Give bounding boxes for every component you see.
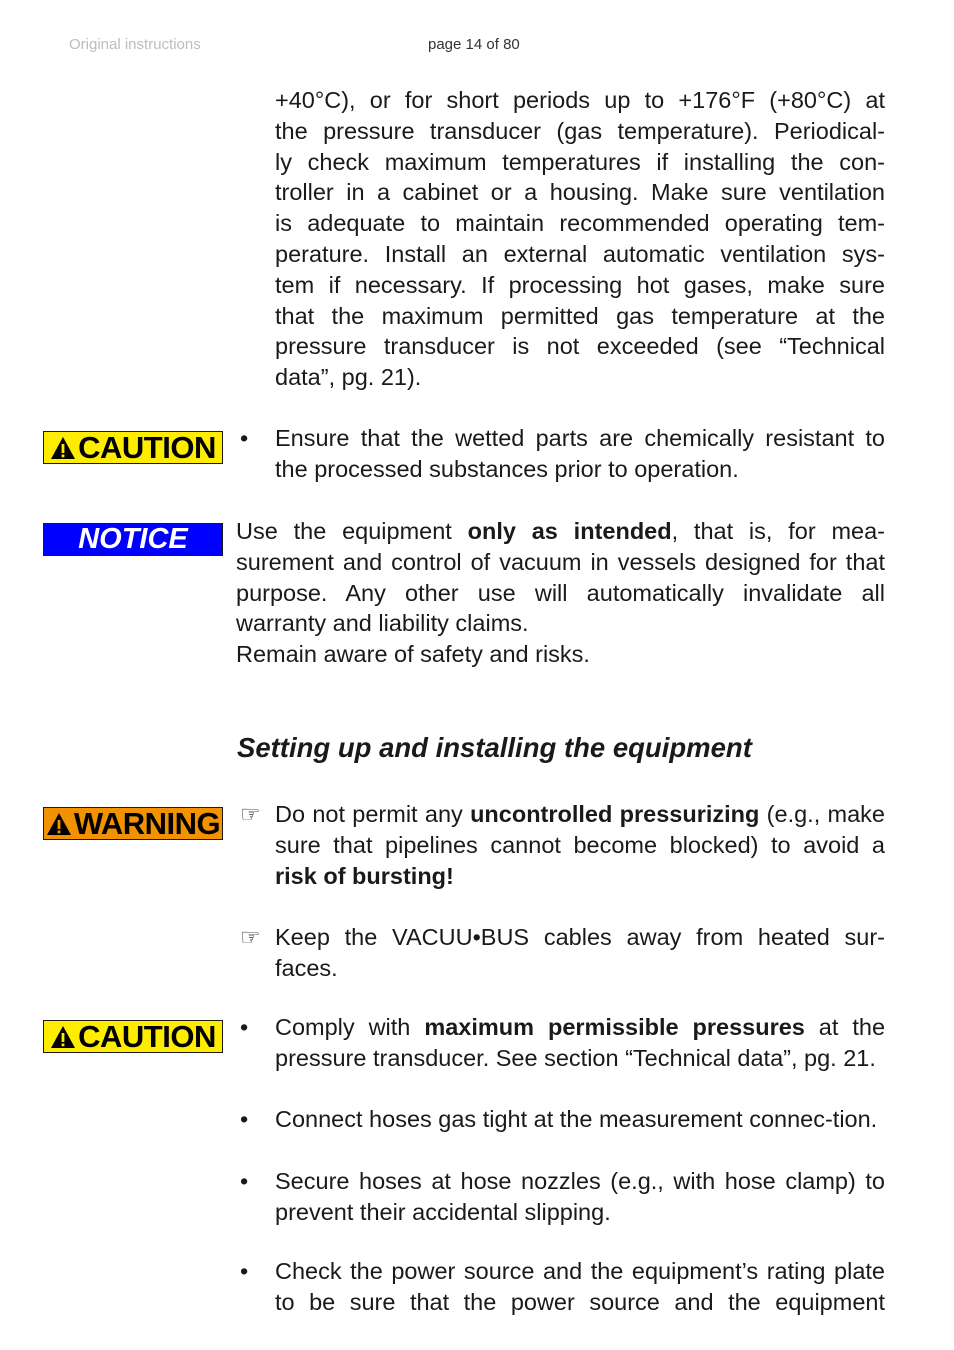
warning-label bbox=[43, 807, 223, 840]
caution-label bbox=[43, 1020, 223, 1053]
temperature-paragraph-line: perature. Install an external automatic ventilation sys- bbox=[275, 240, 885, 267]
warning-triangle-icon bbox=[50, 436, 76, 460]
header-document-type: Original instructions bbox=[69, 36, 201, 53]
bullet-icon: • bbox=[240, 1168, 249, 1194]
intended-use-text bbox=[236, 516, 885, 639]
temperature-paragraph-line: troller in a cabinet or a housing. Make sure ventilation bbox=[275, 179, 885, 206]
temperature-paragraph-line: pressure transducer is not exceeded (see “Technical bbox=[275, 333, 885, 360]
pressurizing-warning-middle: (e.g., make sure that pipelines cannot become blocked) to avoid a bbox=[275, 801, 885, 858]
temperature-paragraph-line: the pressure transducer (gas temperature). Periodical- bbox=[275, 117, 885, 144]
hose-connection-text: Connect hoses gas tight at the measurement connec-tion. bbox=[275, 1106, 878, 1132]
temperature-paragraph-line: +40°C), or for short periods up to +176°F (+80°C) at bbox=[275, 87, 885, 113]
pressurizing-warning-lead: Do not permit any bbox=[275, 801, 471, 827]
bullet-icon: • bbox=[240, 1258, 249, 1284]
bullet-icon: • bbox=[240, 1014, 249, 1040]
vacuubus-cables-text: Keep the VACUU•BUS cables away from heated sur-faces. bbox=[275, 924, 885, 981]
bullet-icon: • bbox=[240, 1106, 249, 1132]
pressurizing-warning-text bbox=[275, 799, 885, 891]
temperature-paragraph-line: that the maximum permitted gas temperature at the bbox=[275, 302, 885, 329]
caution-label-text: CAUTION bbox=[78, 1019, 216, 1054]
section-heading: Setting up and installing the equipment bbox=[237, 732, 752, 763]
temperature-paragraph bbox=[275, 85, 885, 393]
max-pressure-emphasis: maximum permissible pressures bbox=[424, 1014, 805, 1040]
max-pressure-text bbox=[275, 1012, 885, 1074]
temperature-paragraph-line: data”, pg. 21). bbox=[275, 364, 422, 391]
max-pressure-rest: at the pressure transducer. See section “Technical data”, pg. 21. bbox=[275, 1014, 886, 1071]
bursting-risk-emphasis: risk of bursting! bbox=[275, 862, 454, 889]
temperature-paragraph-line: is adequate to maintain recommended operating tem- bbox=[275, 210, 885, 237]
caution-label bbox=[43, 431, 223, 464]
chemical-resistance-text: Ensure that the wetted parts are chemically resistant to the processed substances prior to operation. bbox=[275, 425, 885, 482]
pointing-hand-icon: ☞ bbox=[240, 924, 261, 950]
caution-label-text: CAUTION bbox=[78, 430, 216, 465]
bullet-icon: • bbox=[240, 425, 249, 451]
safety-awareness-text: Remain aware of safety and risks. bbox=[236, 641, 590, 667]
warning-triangle-icon bbox=[50, 1025, 76, 1049]
intended-use-text-rest: , that is, for mea-surement and control of vacuum in vessels designed for that purpose. Any other use will automatically invalidate all warranty and liability claims. bbox=[236, 518, 885, 637]
hose-securing-text: Secure hoses at hose nozzles (e.g., with hose clamp) to prevent their accidental slipping. bbox=[275, 1168, 885, 1225]
notice-label bbox=[43, 523, 223, 556]
page-number: page 14 of 80 bbox=[428, 36, 520, 53]
max-pressure-lead: Comply with bbox=[275, 1014, 425, 1040]
temperature-paragraph-line: ly check maximum temperatures if installing the con- bbox=[275, 148, 885, 175]
intended-use-text-lead: Use the equipment bbox=[236, 518, 468, 544]
pressurizing-emphasis: uncontrolled pressurizing bbox=[470, 801, 760, 827]
notice-label-text: NOTICE bbox=[78, 523, 188, 555]
warning-triangle-icon bbox=[46, 812, 72, 836]
warning-label-text: WARNING bbox=[73, 806, 221, 841]
intended-use-emphasis: only as intended bbox=[467, 518, 672, 544]
pointing-hand-icon: ☞ bbox=[240, 801, 261, 827]
power-source-text: Check the power source and the equipment’s rating plate to be sure that the power source and the equipment bbox=[275, 1258, 885, 1315]
temperature-paragraph-line: tem if necessary. If processing hot gases, make sure bbox=[275, 271, 885, 298]
